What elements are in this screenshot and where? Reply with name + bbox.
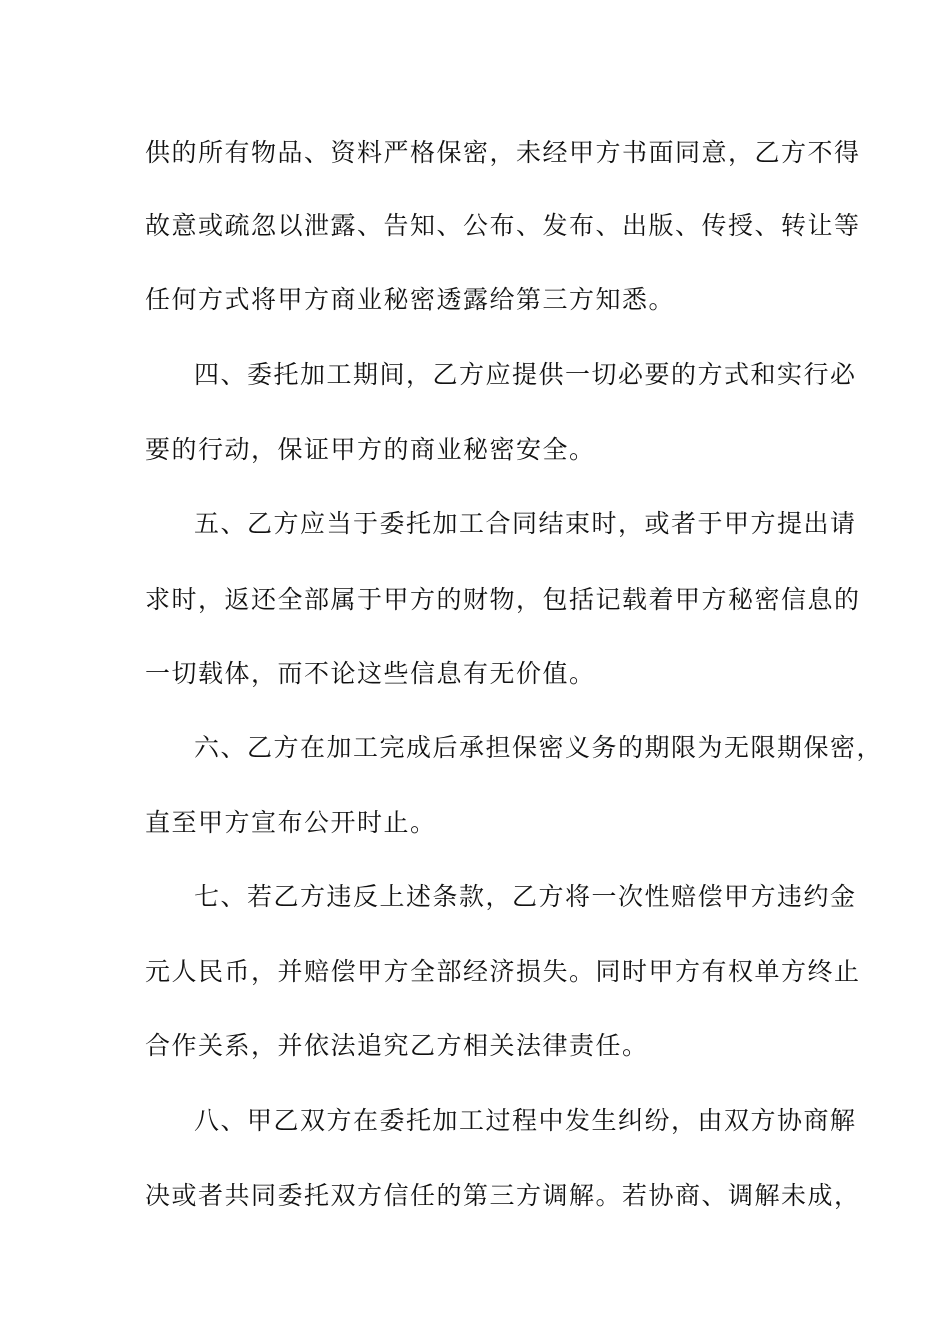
paragraph-start-line: 五、乙方应当于委托加工合同结束时，或者于甲方提出请 bbox=[194, 509, 857, 538]
paragraph-start-line: 七、若乙方违反上述条款，乙方将一次性赔偿甲方违约金 bbox=[194, 882, 857, 911]
text-line: 决或者共同委托双方信任的第三方调解。若协商、调解未成， bbox=[145, 1181, 861, 1210]
text-line: 直至甲方宣布公开时止。 bbox=[145, 808, 437, 837]
paragraph-start-line: 六、乙方在加工完成后承担保密义务的期限为无限期保密， bbox=[194, 733, 884, 762]
text-line: 故意或疏忽以泄露、告知、公布、发布、出版、传授、转让等 bbox=[145, 211, 861, 240]
text-line: 供的所有物品、资料严格保密，未经甲方书面同意，乙方不得 bbox=[145, 138, 861, 167]
text-line: 元人民币，并赔偿甲方全部经济损失。同时甲方有权单方终止 bbox=[145, 957, 861, 986]
text-line: 要的行动，保证甲方的商业秘密安全。 bbox=[145, 435, 596, 464]
text-line: 一切载体，而不论这些信息有无价值。 bbox=[145, 659, 596, 688]
text-line: 任何方式将甲方商业秘密透露给第三方知悉。 bbox=[145, 285, 676, 314]
text-line: 合作关系，并依法追究乙方相关法律责任。 bbox=[145, 1031, 649, 1060]
text-line: 求时，返还全部属于甲方的财物，包括记载着甲方秘密信息的 bbox=[145, 585, 861, 614]
paragraph-start-line: 四、委托加工期间，乙方应提供一切必要的方式和实行必 bbox=[194, 360, 857, 389]
paragraph-start-line: 八、甲乙双方在委托加工过程中发生纠纷，由双方协商解 bbox=[194, 1106, 857, 1135]
